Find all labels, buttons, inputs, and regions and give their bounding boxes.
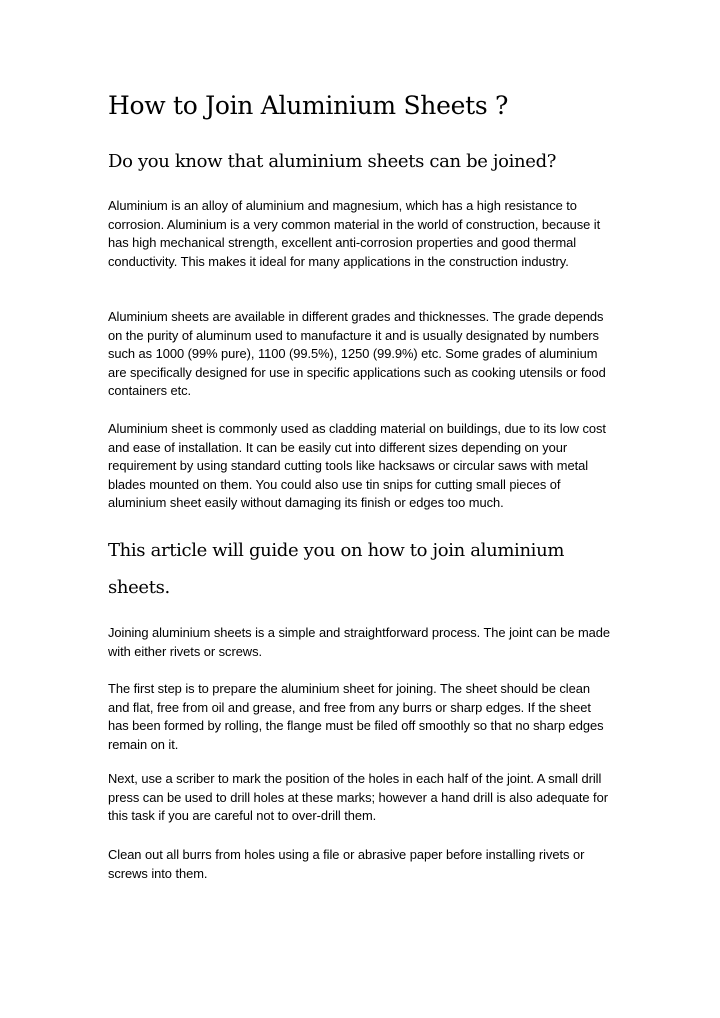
- paragraph-joining-overview: Joining aluminium sheets is a simple and straightforward process. The joint can be made with either rivets or screws.: [108, 625, 610, 659]
- paragraph-deburring: Clean out all burrs from holes using a file or abrasive paper before installing rivets or screws into them.: [108, 847, 585, 881]
- paragraph-preparation: The first step is to prepare the aluminium sheet for joining. The sheet should be clean and flat, free from oil and grease, and free from any burrs or sharp edges. If the sheet has been formed by rolling, the flange must be filed off smoothly so that no sharp edges remain on it.: [108, 681, 604, 752]
- paragraph-cladding: Aluminium sheet is commonly used as cladding material on buildings, due to its low cost and ease of installation. It can be easily cut into different sizes depending on your requirement by using standard cutting tools like hacksaws or circular saws with metal blades mounted on them. You could also use tin snips for cutting small pieces of aluminium sheet easily without damaging its finish or edges too much.: [108, 421, 606, 511]
- section-heading-joinable: Do you know that aluminium sheets can be joined?: [108, 151, 557, 172]
- paragraph-alloy-intro: Aluminium is an alloy of aluminium and magnesium, which has a high resistance to corrosion. Aluminium is a very common material in the world of construction, because it has high mechanical strength, excellent anti-corrosion properties and good thermal conductivity. This makes it ideal for many applications in the construction industry.: [108, 198, 601, 269]
- paragraph-marking-drilling: Next, use a scriber to mark the position of the holes in each half of the joint. A small drill press can be used to drill holes at these marks; however a hand drill is also adequate for this task if you are careful not to over-drill them.: [108, 771, 608, 824]
- page-title: How to Join Aluminium Sheets ?: [108, 91, 509, 120]
- paragraph-grades: Aluminium sheets are available in different grades and thicknesses. The grade depends on the purity of aluminum used to manufacture it and is usually designated by numbers such as 1000 (99% pure), 1100 (99.5%), 1250 (99.9%) etc. Some grades of aluminium are specifically designed for use in specific applications such as cooking utensils or food containers etc.: [108, 309, 606, 399]
- section-heading-guide: This article will guide you on how to join aluminium sheets.: [108, 540, 565, 598]
